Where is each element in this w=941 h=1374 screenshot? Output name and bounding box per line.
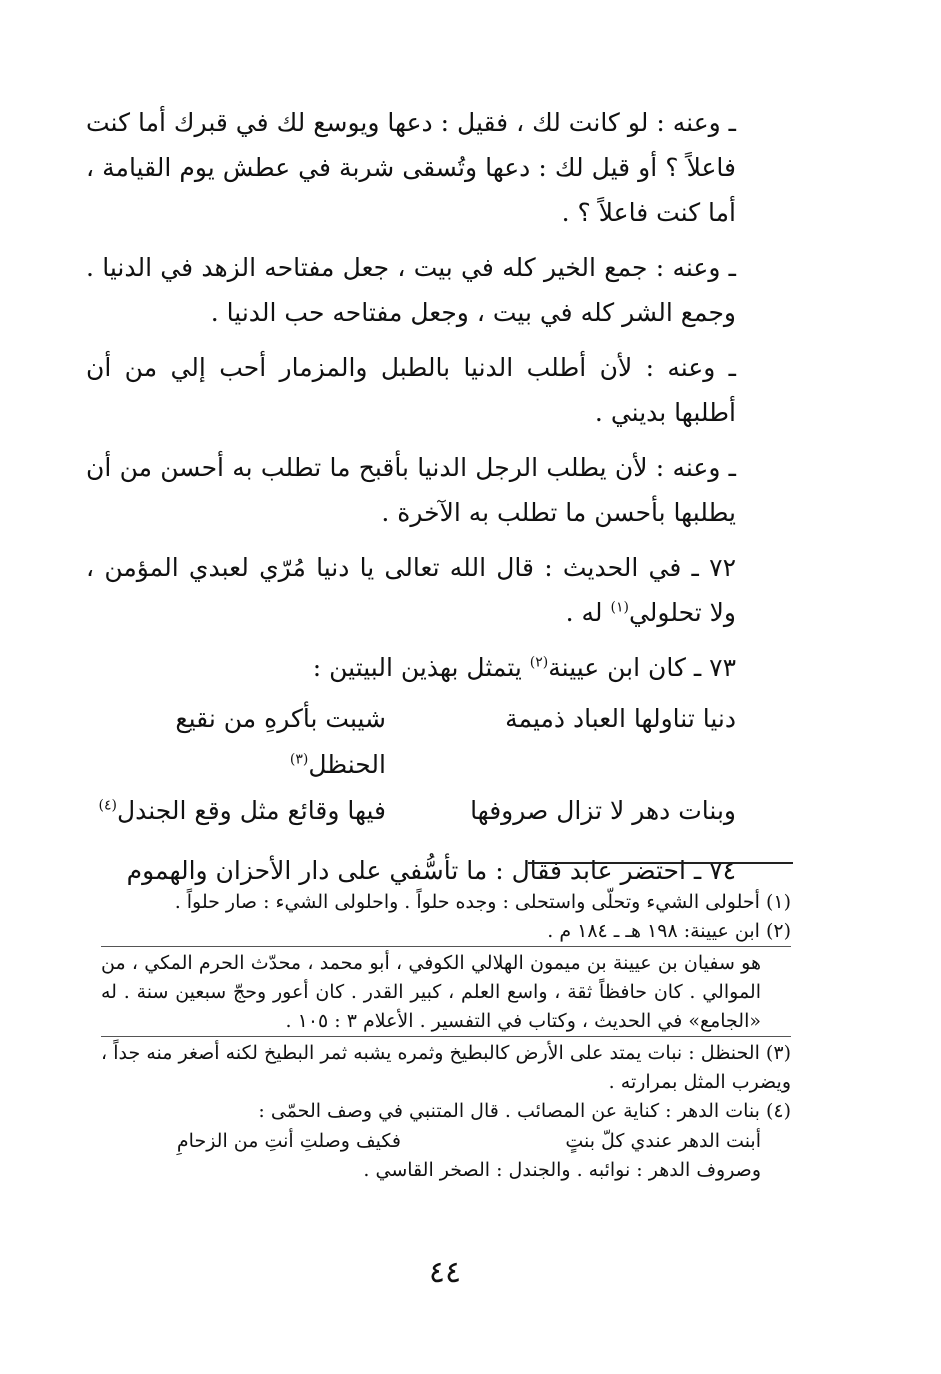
footnotes [101, 888, 791, 1185]
paragraph-73 [86, 645, 736, 690]
paragraph-2: ـ وعنه : جمع الخير كله في بيت ، جعل مفتاحه الزهد في الدنيا . وجمع الشر كله في بيت ، وجعل مفتاحه حب الدنيا . [86, 253, 736, 327]
paragraph-72-tail: له . [565, 598, 611, 627]
main-text [86, 100, 736, 903]
footnote-ref-4: (٤) [98, 797, 117, 814]
footnote-ref-3: (٣) [289, 751, 309, 768]
footnote-4-verse [101, 1126, 791, 1156]
footnote-ref-2: (٢) [529, 654, 549, 671]
paragraph-73-text: ٧٣ ـ كان ابن عيينة [548, 653, 736, 682]
verse-2-first-hemistich: وبنات دهر لا تزال صروفها [470, 796, 736, 825]
paragraph-1: ـ وعنه : لو كانت لك ، فقيل : دعها ويوسع لك في قبرك أما كنت فاعلاً ؟ أو قيل لك : دعها وتُسقى شربة في عطش يوم القيامة ، أما كنت فاعلاً ؟ . [86, 108, 736, 227]
footnote-4-verse-first: أبنت الدهر عندي كلّ بنتٍ [565, 1130, 761, 1152]
paragraph-72 [86, 545, 736, 635]
footnote-2: (٢) ابن عيينة: ١٩٨ هـ ـ ١٨٤ م . [547, 920, 791, 942]
verse-1 [86, 696, 736, 788]
footnote-4: (٤) بنات الدهر : كناية عن المصائب . قال المتنبي في وصف الحمّى : [258, 1100, 791, 1122]
page-number: ٤٤ [428, 1255, 462, 1290]
footnote-separator [528, 862, 793, 864]
verse-2 [86, 788, 736, 834]
poem [86, 696, 736, 834]
footnote-2-body: هو سفيان بن عيينة بن ميمون الهلالي الكوفي ، أبو محمد ، محدّث الحرم المكي ، من الموالي . كان حافظاً ثقة ، واسع العلم ، كبير القدر . كان أعور وحجّ سبعين سنة . له «الجامع» في الحديث ، وكتاب في التفسير . الأعلام ٣ : ١٠٥ . [101, 946, 791, 1036]
footnote-3: (٣) الحنظل : نبات يمتد على الأرض كالبطيخ وثمره يشبه ثمر البطيخ لكنه أصغر منه جداً ، ويضرب المثل بمرارته . [101, 1036, 791, 1097]
footnote-1: (١) أحلولى الشيء وتحلّى واستحلى : وجده حلواً . واحلولى الشيء : صار حلواً . [174, 891, 791, 913]
footnote-4-tail: وصروف الدهر : نوائبه . والجندل : الصخر القاسي . [363, 1159, 761, 1181]
footnote-4-verse-second: فكيف وصلتِ أنتِ من الزحامِ [176, 1130, 401, 1152]
verse-1-second-text: شيبت بأكرهِ من نقيع الحنظل [175, 704, 386, 779]
verse-1-second-hemistich [86, 696, 386, 788]
footnote-ref-1: (١) [610, 599, 629, 616]
paragraph-4: ـ وعنه : لأن يطلب الرجل الدنيا بأقبح ما تطلب به أحسن من أن يطلبها بأحسن ما تطلب به الآخرة . [86, 453, 736, 527]
paragraph-72-text: ٧٢ ـ في الحديث : قال الله تعالى يا دنيا مُرّي لعبدي المؤمن ، ولا تحلولي [86, 553, 736, 627]
paragraph-73-tail: يتمثل بهذين البيتين : [312, 653, 530, 682]
paragraph-74: ٧٤ ـ احتضر عابد فقال : ما تأسُّفي على دار الأحزان والهموم [126, 856, 736, 885]
verse-1-first-hemistich: دنيا تناولها العباد ذميمة [505, 704, 736, 733]
paragraph-3: ـ وعنه : لأن أطلب الدنيا بالطبل والمزمار أحب إلي من أن أطلبها بديني . [86, 353, 736, 427]
verse-2-second-hemistich [86, 788, 386, 834]
verse-2-second-text: فيها وقائع مثل وقع الجندل [116, 796, 386, 825]
